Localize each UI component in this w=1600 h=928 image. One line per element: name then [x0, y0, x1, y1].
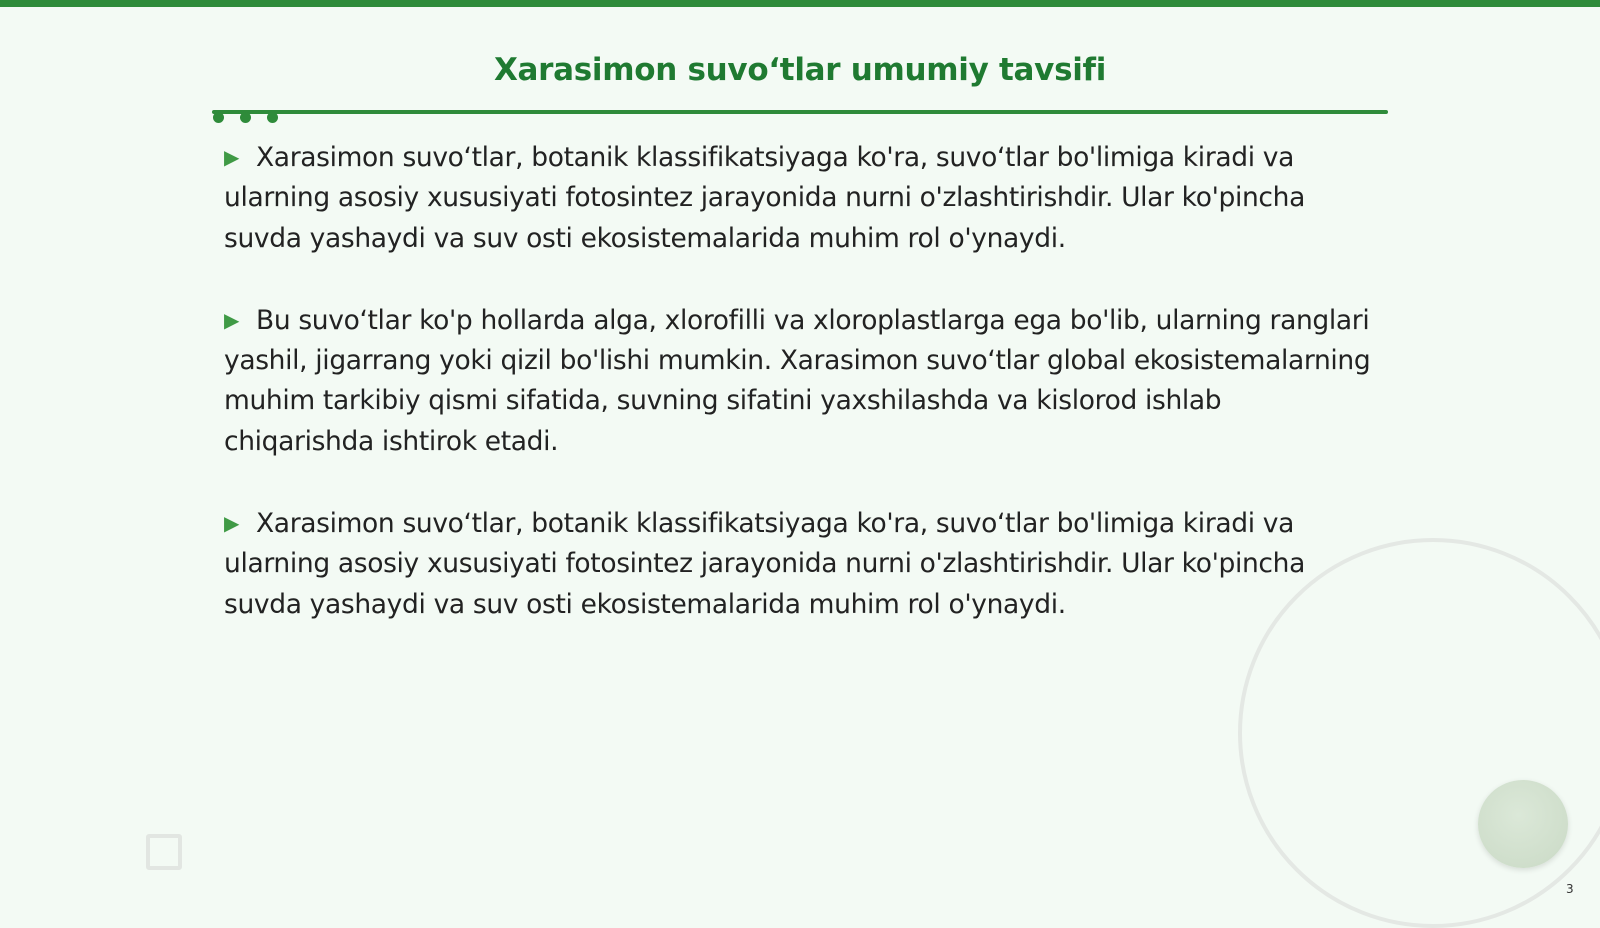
- bullet-arrow-icon: ▶: [224, 307, 240, 332]
- decorative-dot: [267, 112, 278, 123]
- decorative-dot: [213, 112, 224, 123]
- title-underline: [212, 110, 1388, 114]
- slide-title: Xarasimon suvoʻtlar umumiy tavsifi: [493, 52, 1107, 88]
- bullet-paragraph-2: [224, 300, 1374, 462]
- bullet-arrow-icon: ▶: [224, 145, 240, 169]
- bullet-paragraph-3: [224, 503, 1374, 625]
- decorative-ring: [1238, 538, 1600, 928]
- decorative-ball: [1478, 780, 1568, 868]
- slide-content: [224, 137, 1374, 666]
- paragraph-text: Xarasimon suvoʻtlar, botanik klassifikatsiyaga ko'ra, suvoʻtlar bo'limiga kiradi va ularning asosiy xususiyati fotosintez jarayonida nurni o'zlashtirishdir. Ular ko'pincha suvda yashaydi va suv osti ekosistemalarida muhim rol o'ynaydi.: [224, 508, 1305, 620]
- title-dots-decoration: [213, 112, 278, 123]
- bullet-paragraph-1: [224, 137, 1374, 259]
- paragraph-text: Bu suvoʻtlar ko'p hollarda alga, xlorofilli va xloroplastlarga ega bo'lib, ularning ranglari yashil, jigarrang yoki qizil bo'lishi mumkin. Xarasimon suvoʻtlar global ekosistemalarning muhim tarkibiy qismi sifatida, suvning sifatini yaxshilashda va kislorod ishlab chiqarishda ishtirok etadi.: [224, 304, 1371, 457]
- decorative-square: [146, 834, 182, 870]
- decorative-dot: [240, 112, 251, 123]
- bullet-arrow-icon: ▶: [224, 511, 240, 536]
- page-number: 3: [1566, 882, 1574, 896]
- top-accent-bar: [0, 0, 1600, 7]
- paragraph-text: Xarasimon suvoʻtlar, botanik klassifikatsiyaga ko'ra, suvoʻtlar bo'limiga kiradi va ularning asosiy xususiyati fotosintez jarayonida nurni o'zlashtirishdir. Ular ko'pincha suvda yashaydi va suv osti ekosistemalarida muhim rol o'ynaydi.: [224, 142, 1305, 254]
